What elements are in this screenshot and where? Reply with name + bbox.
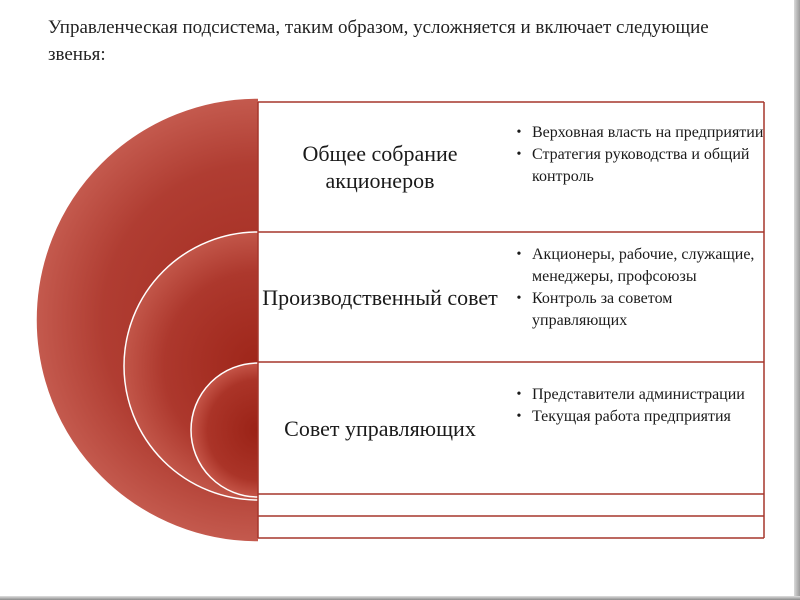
list-item: • Стратегия руководства и общий контроль [506,144,764,188]
level-3-bullets [506,384,764,428]
level-2-label: Производственный совет [262,284,498,310]
slide-bottom-shadow [0,596,800,600]
list-item: • Текущая работа предприятия [506,406,764,428]
list-item: • Акционеры, рабочие, служащие, менеджеры, профсоюзы [506,244,764,288]
level-1-label: Общее собрание акционеров [302,141,458,193]
list-item: • Контроль за советом управляющих [506,288,764,332]
list-item: • Верховная власть на предприятии [506,122,764,144]
list-item: • Представители администрации [506,384,764,406]
level-3-label: Совет управляющих [284,415,476,441]
slide-edge-shadow [794,0,800,600]
level-2-bullets [506,244,764,332]
level-1-bullets [506,122,764,188]
slide-title: Управленческая подсистема, таким образом, усложняется и включает следующие звенья: [48,17,709,65]
